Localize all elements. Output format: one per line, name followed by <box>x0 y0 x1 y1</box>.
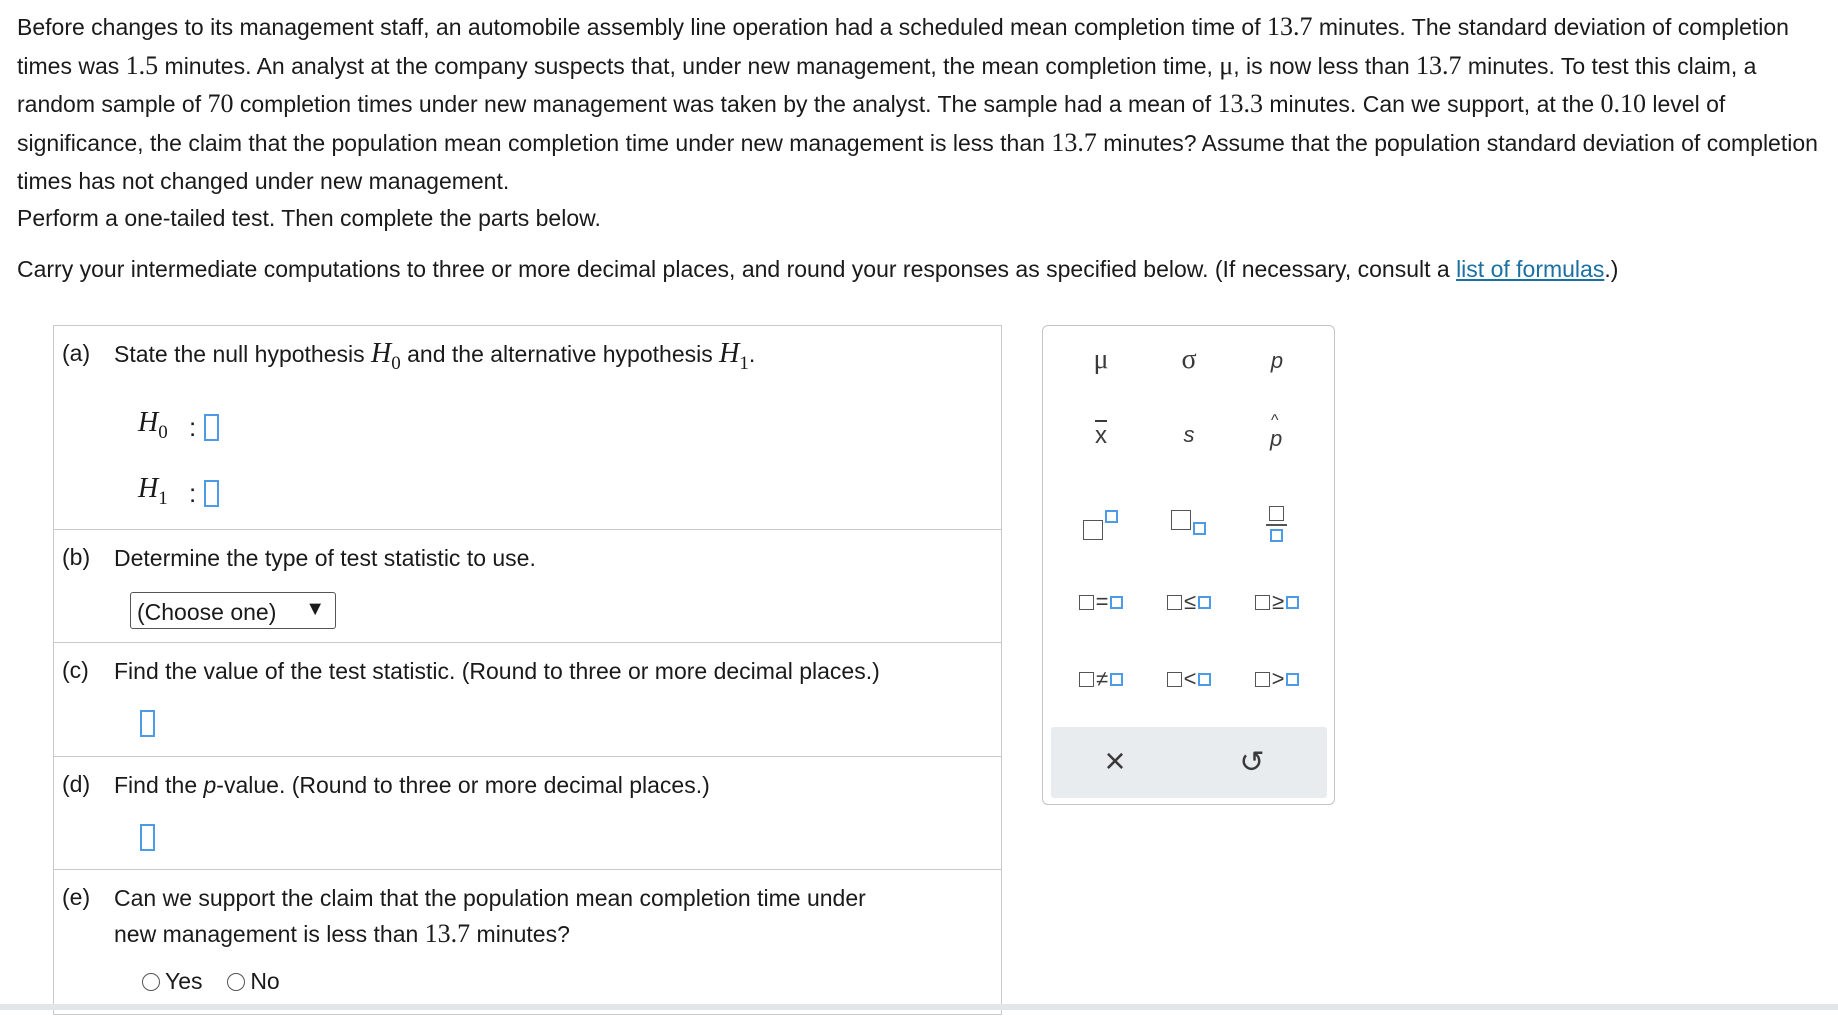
part-a-text <box>114 336 755 375</box>
part-label: (e) <box>62 884 91 910</box>
value-mean: 13.7 <box>424 919 471 948</box>
part-e-line-2: new management is less than <box>114 921 425 947</box>
value-mean: 13.7 <box>1267 12 1313 41</box>
operator: ≠ <box>1095 666 1109 692</box>
bottom-bar <box>0 1004 1838 1010</box>
fraction-key[interactable] <box>1249 504 1305 544</box>
problem-text: minutes. The standard deviation of completion times was <box>17 14 1789 79</box>
numerator-box-icon <box>1269 506 1284 521</box>
instruction-carry <box>17 256 1618 283</box>
part-a-text-2: and the alternative hypothesis <box>400 341 720 367</box>
operator: > <box>1271 666 1285 692</box>
list-of-formulas-link[interactable]: list of formulas <box>1456 256 1605 282</box>
problem-text: minutes? Assume that the population standard deviation of completion times has not changed under new management. <box>17 129 1818 194</box>
box-icon <box>1198 673 1211 686</box>
box-icon <box>1198 596 1211 609</box>
instruction-perform: Perform a one-tailed test. Then complete the parts below. <box>17 205 601 231</box>
box-icon <box>1255 595 1270 610</box>
math-palette <box>1042 325 1335 805</box>
colon: : <box>189 478 197 508</box>
value-significance: 0.10 <box>1600 89 1647 118</box>
h0-subscript: 0 <box>391 353 401 374</box>
no-label: No <box>250 968 280 994</box>
part-c <box>54 643 1001 757</box>
value-mean: 13.7 <box>1051 127 1097 157</box>
problem-statement <box>17 8 1832 201</box>
box-icon <box>1255 672 1270 687</box>
box-icon <box>1286 596 1299 609</box>
operator: = <box>1095 589 1109 615</box>
h0-symbol: H <box>138 407 159 438</box>
base-box-icon <box>1171 510 1191 530</box>
subscript-box-icon <box>1193 522 1206 535</box>
value-sd: 1.5 <box>125 50 159 80</box>
p-symbol: p <box>203 772 217 798</box>
p-value-input[interactable] <box>140 824 155 851</box>
p-hat-letter: p <box>1270 426 1283 451</box>
less-than-key[interactable] <box>1151 665 1227 692</box>
test-statistic-select[interactable] <box>130 592 336 629</box>
value-sample-mean: 13.3 <box>1217 89 1263 118</box>
question-panel <box>53 325 1002 1015</box>
p-key[interactable]: p <box>1270 348 1284 373</box>
sigma-key[interactable]: σ <box>1181 344 1197 375</box>
problem-text: minutes. An analyst at the company suspects that, under new management, the mean completion time, <box>158 52 1220 79</box>
part-label: (a) <box>62 340 91 366</box>
no-radio[interactable] <box>227 973 245 991</box>
h0-subscript: 0 <box>158 422 168 443</box>
yes-option[interactable] <box>142 968 203 994</box>
problem-text: , is now less than <box>1233 52 1417 79</box>
x-bar-key[interactable]: $\overline{x}$ <box>1095 422 1107 449</box>
superscript-key[interactable] <box>1073 506 1129 542</box>
h1-symbol: H <box>138 473 159 504</box>
part-e-text <box>114 880 866 952</box>
box-icon <box>1286 673 1299 686</box>
part-d-text-1: Find the <box>114 772 204 798</box>
test-statistic-input[interactable] <box>140 710 155 737</box>
part-label: (d) <box>62 771 91 797</box>
box-icon <box>1079 672 1094 687</box>
box-icon <box>1079 595 1094 610</box>
dropdown-arrow-icon: ▼ <box>305 598 325 620</box>
greater-equal-key[interactable] <box>1239 588 1315 615</box>
operator: ≥ <box>1271 589 1285 615</box>
null-hypothesis-label <box>138 406 168 443</box>
alt-hypothesis-label <box>138 472 168 509</box>
fraction-bar-icon <box>1266 524 1287 526</box>
equals-key[interactable] <box>1063 588 1139 615</box>
h0-symbol: H <box>371 338 392 369</box>
box-icon <box>1110 673 1123 686</box>
value-mean: 13.7 <box>1416 50 1462 80</box>
problem-text: minutes. Can we support, at the <box>1263 91 1601 117</box>
part-c-text: Find the value of the test statistic. (Round to three or more decimal places.) <box>114 658 880 684</box>
problem-text: Before changes to its management staff, an automobile assembly line operation had a scheduled mean completion time of <box>17 14 1267 40</box>
box-icon <box>1167 672 1182 687</box>
alt-hypothesis-input[interactable] <box>204 480 219 507</box>
problem-text: level of significance, the claim that the population mean completion time under new management is less than <box>17 91 1726 156</box>
mu-key[interactable]: μ <box>1093 344 1109 375</box>
part-d-text-2: -value. (Round to three or more decimal places.) <box>216 772 710 798</box>
colon: : <box>189 412 197 442</box>
subscript-key[interactable] <box>1161 506 1217 542</box>
support-claim-options <box>142 968 280 995</box>
part-b-text: Determine the type of test statistic to use. <box>114 545 536 571</box>
part-a-text-1: State the null hypothesis <box>114 341 371 367</box>
null-hypothesis-input[interactable] <box>204 414 219 441</box>
problem-text: completion times under new management was taken by the analyst. The sample had a mean of <box>233 91 1218 117</box>
part-e-line-1: Can we support the claim that the population mean completion time under <box>114 885 866 911</box>
operator: ≤ <box>1183 589 1197 615</box>
mu-symbol: μ <box>1219 50 1234 80</box>
part-a <box>54 326 1001 530</box>
less-equal-key[interactable] <box>1151 588 1227 615</box>
undo-icon[interactable]: ↺ <box>1239 746 1265 779</box>
box-icon <box>1167 595 1182 610</box>
part-b <box>54 530 1001 643</box>
carry-text: Carry your intermediate computations to three or more decimal places, and round your responses as specified below. (If necessary, consult a <box>17 256 1457 282</box>
h1-symbol: H <box>719 338 740 369</box>
h1-subscript: 1 <box>739 353 749 374</box>
part-label: (c) <box>62 657 89 683</box>
part-d-text <box>114 767 710 803</box>
part-e <box>54 870 1001 1020</box>
h1-subscript: 1 <box>158 488 168 509</box>
box-icon <box>1110 596 1123 609</box>
part-e-line-2-end: minutes? <box>470 921 570 947</box>
clear-icon[interactable]: × <box>1104 740 1126 781</box>
p-hat-key[interactable] <box>1257 412 1297 452</box>
no-option[interactable] <box>227 968 279 994</box>
part-a-text-3: . <box>748 341 756 367</box>
value-sample-size: 70 <box>207 89 234 118</box>
base-box-icon <box>1083 520 1103 540</box>
exponent-box-icon <box>1105 510 1118 523</box>
greater-than-key[interactable] <box>1239 665 1315 692</box>
carry-text-end: .) <box>1604 256 1619 282</box>
hat-icon: ^ <box>1271 412 1279 429</box>
part-label: (b) <box>62 544 91 570</box>
not-equal-key[interactable] <box>1063 665 1139 692</box>
operator: < <box>1183 666 1197 692</box>
palette-actions <box>1051 727 1327 798</box>
denominator-box-icon <box>1270 529 1283 542</box>
s-key[interactable]: s <box>1183 422 1195 447</box>
select-value: (Choose one) <box>137 599 277 625</box>
part-d <box>54 757 1001 870</box>
yes-label: Yes <box>165 968 203 994</box>
problem-text: minutes. To test this claim, a random sample of <box>17 52 1757 117</box>
yes-radio[interactable] <box>142 973 160 991</box>
